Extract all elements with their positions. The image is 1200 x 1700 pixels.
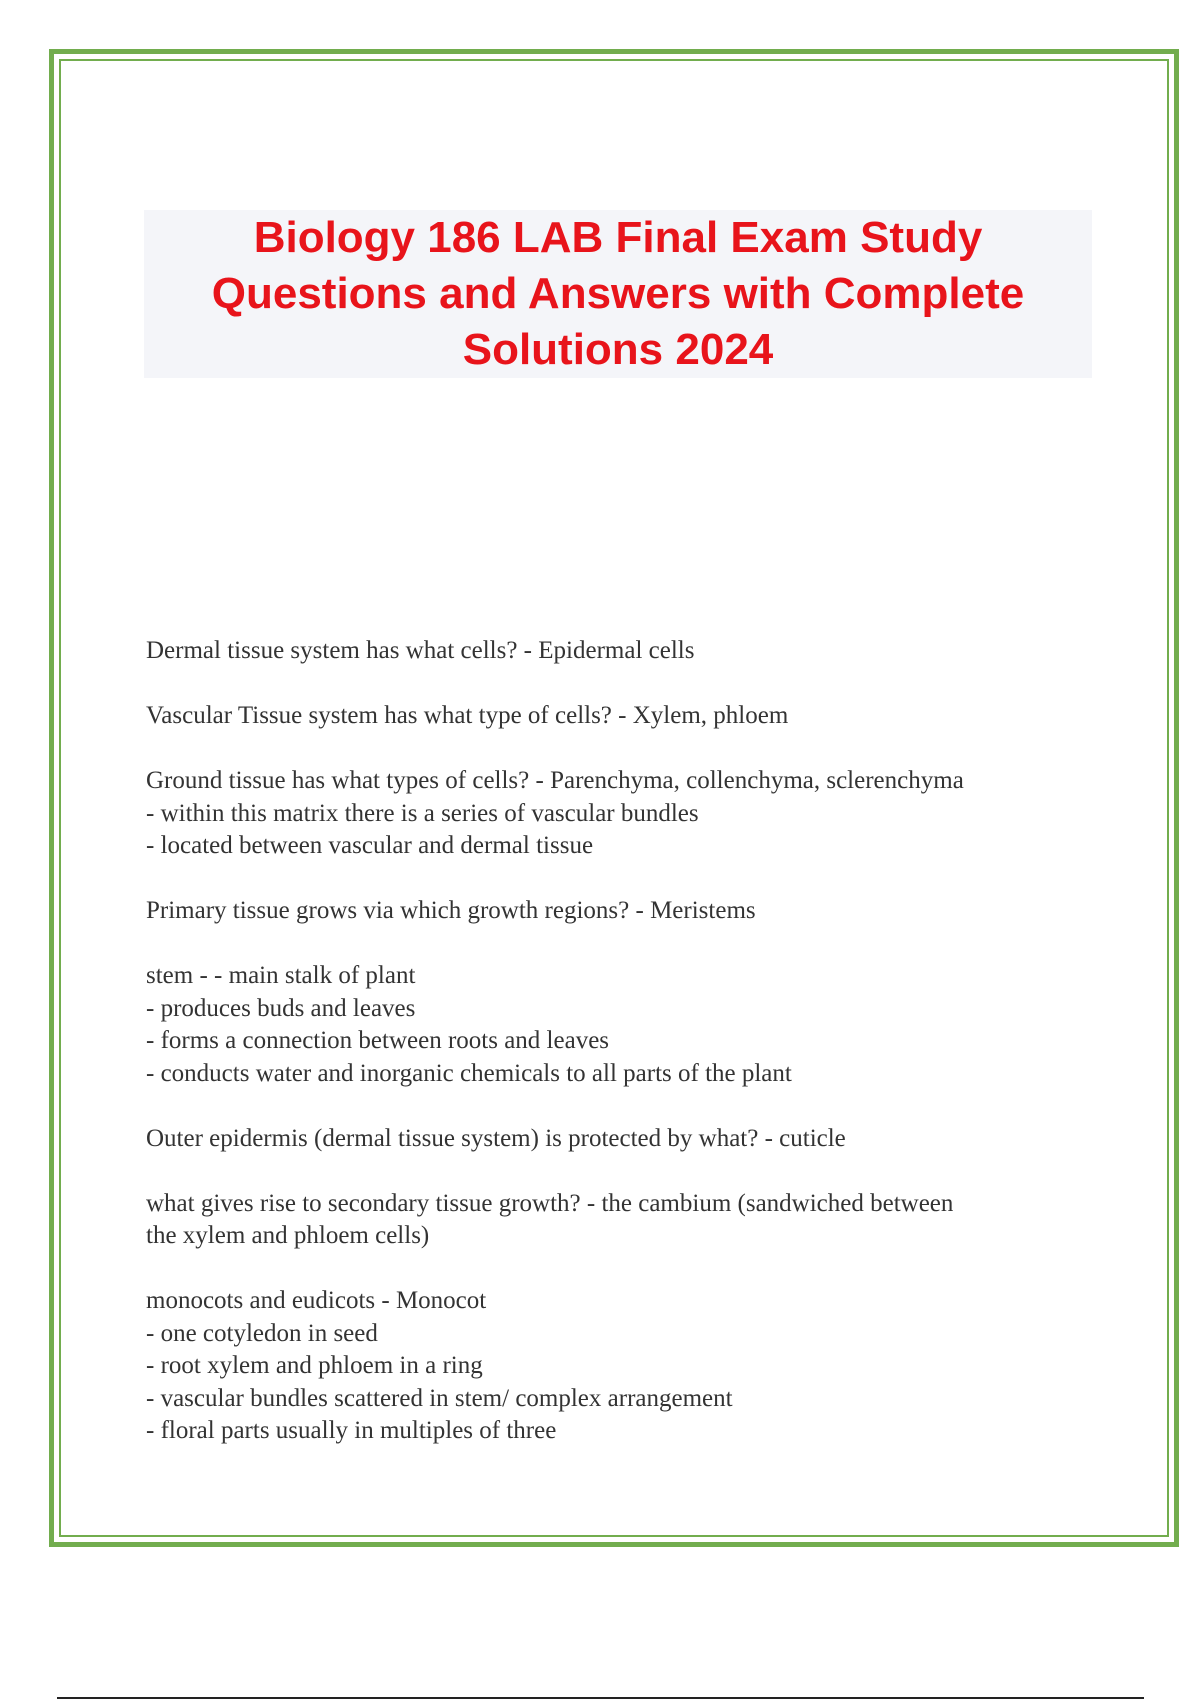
qa-entry [146,895,1096,928]
qa-entry [146,1123,1096,1156]
qa-line: - one cotyledon in seed [146,1319,378,1347]
qa-line: - vascular bundles scattered in stem/ complex arrangement [146,1384,733,1412]
qa-line: - conducts water and inorganic chemicals to all parts of the plant [146,1059,792,1087]
title-banner [144,210,1092,378]
qa-entry [146,700,1096,733]
qa-line: - located between vascular and dermal tissue [146,832,594,859]
qa-line: Vascular Tissue system has what type of cells? - Xylem, phloem [146,702,789,729]
qa-line: - floral parts usually in multiples of three [146,1417,557,1444]
qa-line: - root xylem and phloem in a ring [146,1352,483,1379]
qa-line: Primary tissue grows via which growth regions? - Meristems [146,897,756,924]
qa-line: - within this matrix there is a series of vascular bundles [146,799,699,827]
qa-line: Outer epidermis (dermal tissue system) is protected by what? - cuticle [146,1124,846,1152]
qa-entry [146,635,1096,668]
qa-entry [146,765,1096,863]
qa-entry [146,1188,1096,1253]
document-title [144,210,1092,378]
qa-line: Dermal tissue system has what cells? - Epidermal cells [146,637,695,664]
qa-line: - produces buds and leaves [146,994,416,1022]
qa-entry [146,960,1096,1090]
qa-line: Ground tissue has what types of cells? - Parenchyma, collenchyma, sclerenchyma [146,767,964,794]
qa-line: stem - - main stalk of plant [146,962,416,989]
title-line: Questions and Answers with Complete [211,269,1025,318]
qa-line: monocots and eudicots - Monocot [146,1287,487,1314]
title-line: Biology 186 LAB Final Exam Study [253,213,983,262]
title-line: Solutions 2024 [462,325,774,374]
qa-line: - forms a connection between roots and leaves [146,1027,610,1054]
qa-line: what gives rise to secondary tissue growth? - the cambium (sandwiched between [146,1189,954,1217]
footer-divider [57,1697,1144,1699]
qa-line: the xylem and phloem cells) [146,1222,430,1249]
qa-entry [146,1285,1096,1448]
qa-content [146,635,1096,1480]
